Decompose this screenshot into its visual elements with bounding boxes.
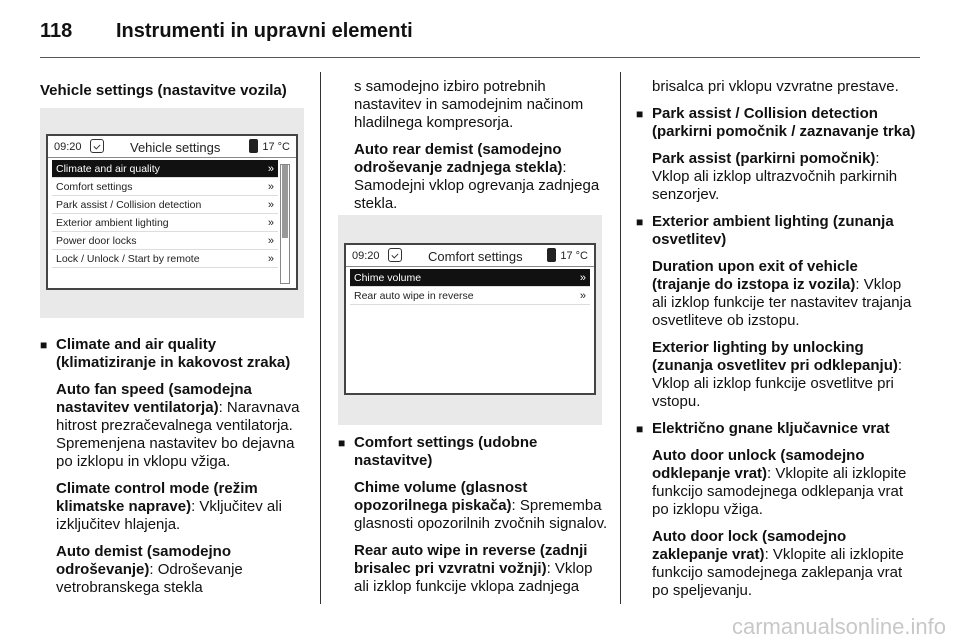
- chevron-right-icon: »: [579, 272, 586, 284]
- comfort-settings-screen: [344, 243, 596, 395]
- screen-temperature: 17 °C: [262, 141, 290, 153]
- chime-paragraph: Chime volume (glasnost opozorilnega piskača): Sprememba glasnosti opozorilnih zvočnih signalov.: [354, 479, 608, 532]
- menu-item-climate[interactable]: Climate and air quality »: [52, 160, 278, 178]
- park-paragraph: Park assist (parkirni pomočnik): Vklop ali izklop ultrazvočnih parkirnih senzorjev.: [652, 150, 898, 203]
- column-1-body: [40, 336, 308, 606]
- settings-menu-list: [52, 160, 278, 268]
- screen-header: [346, 245, 594, 267]
- rear-demist-paragraph: Auto rear demist (samodejno odroševanje zadnjega stekla): Samodejni vklop ogrevanja zadnjega stekla.: [354, 141, 600, 212]
- chevron-right-icon: »: [579, 290, 586, 302]
- climate-bullet: [40, 336, 308, 372]
- comfort-heading: Comfort settings (udobne nastavitve): [354, 434, 538, 469]
- watermark: carmanualsonline.info: [731, 614, 946, 639]
- screen-header: [48, 136, 296, 158]
- locks-heading: Električno gnane ključavnice vrat: [652, 420, 890, 437]
- wipe-paragraph: Rear auto wipe in reverse (zadnji brisalec pri vzvratni vožnji): Vklop ali izklop funkcije vklopa zadnjega: [354, 542, 593, 595]
- park-heading: Park assist / Collision detection (parkirni pomočnik / zaznavanje trka): [652, 105, 916, 140]
- screen-time: 09:20: [54, 141, 82, 153]
- column-1: [40, 82, 308, 100]
- clock-icon: [90, 139, 104, 153]
- menu-item-rear-wipe[interactable]: Rear auto wipe in reverse »: [350, 287, 590, 305]
- climate-cont-paragraph: s samodejno izbiro potrebnih nastavitev in samodejnim načinom hladilnega kompresorja.: [354, 78, 584, 131]
- climate-heading: Climate and air quality (klimatiziranje in kakovost zraka): [56, 336, 291, 371]
- screen-title: Comfort settings: [428, 249, 523, 264]
- menu-item-exterior-lighting[interactable]: Exterior ambient lighting »: [52, 214, 278, 232]
- screen-title: Vehicle settings: [130, 140, 221, 155]
- exit-paragraph: Duration upon exit of vehicle (trajanje do izstopa iz vozila): Vklop ali izklop funkcije ter nastavitev trajanja osvetliteve ob izstopu.: [652, 258, 912, 329]
- vehicle-settings-screen-frame: [40, 108, 304, 318]
- comfort-menu-list: [350, 269, 590, 305]
- mode-paragraph: Climate control mode (režim klimatske naprave): Vključitev ali izključitev hlajenja.: [56, 480, 282, 533]
- fan-paragraph: Auto fan speed (samodejna nastavitev ventilatorja): Naravnava hitrost prezračevalnega ventilatorja. Spremenjena nastavitev bo dejavna po izklopu in vklopu vžiga.: [56, 381, 300, 470]
- bullet-icon: ■: [636, 422, 644, 436]
- menu-item-park-assist[interactable]: Park assist / Collision detection »: [52, 196, 278, 214]
- menu-item-chime-volume[interactable]: Chime volume »: [350, 269, 590, 287]
- unlock-light-paragraph: Exterior lighting by unlocking (zunanja osvetlitev pri odklepanju): Vklop ali izklop funkcije osvetlitve pri vstopu.: [652, 339, 903, 410]
- ext-heading: Exterior ambient lighting (zunanja osvetlitev): [652, 213, 894, 248]
- ext-bullet: [636, 213, 920, 249]
- screen-time: 09:20: [352, 250, 380, 262]
- column-2: [338, 78, 610, 222]
- chevron-right-icon: »: [267, 181, 274, 193]
- column-3: [636, 78, 920, 609]
- demist-paragraph: Auto demist (samodejno odroševanje): Odroševanje vetrobranskega stekla: [56, 543, 243, 596]
- comfort-bullet: [338, 434, 610, 470]
- door-lock-paragraph: Auto door lock (samodejno zaklepanje vrat): Vklopite ali izklopite funkcijo samodejnega zaklepanja vrat po speljevanju.: [652, 528, 904, 599]
- page-number: 118: [40, 20, 73, 42]
- thermometer-icon: [249, 139, 258, 153]
- door-unlock-paragraph: Auto door unlock (samodejno odklepanje vrat): Vklopite ali izklopite funkcijo samodejnega odklepanja vrat po izklopu vžiga.: [652, 447, 907, 518]
- thermometer-icon: [547, 248, 556, 262]
- column-2-body: [338, 434, 610, 605]
- park-bullet: [636, 105, 920, 141]
- bullet-icon: ■: [636, 215, 644, 229]
- screen-temperature: 17 °C: [560, 250, 588, 262]
- chevron-right-icon: »: [267, 217, 274, 229]
- column-divider-2: [620, 72, 621, 604]
- column-divider-1: [320, 72, 321, 604]
- comfort-settings-screen-frame: [338, 215, 602, 425]
- chevron-right-icon: »: [267, 163, 274, 175]
- locks-bullet: [636, 420, 920, 438]
- clock-icon: [388, 248, 402, 262]
- page-header: [40, 20, 413, 50]
- page-title: Instrumenti in upravni elementi: [116, 20, 413, 42]
- menu-item-door-locks[interactable]: Power door locks »: [52, 232, 278, 250]
- header-rule: [40, 57, 920, 58]
- bullet-icon: ■: [636, 107, 644, 121]
- scroll-thumb[interactable]: [282, 165, 288, 238]
- wipe-cont-paragraph: brisalca pri vklopu vzvratne prestave.: [652, 78, 899, 95]
- vehicle-settings-screen: [46, 134, 298, 290]
- menu-item-remote[interactable]: Lock / Unlock / Start by remote »: [52, 250, 278, 268]
- section-heading: Vehicle settings (nastavitve vozila): [40, 82, 287, 99]
- chevron-right-icon: »: [267, 199, 274, 211]
- chevron-right-icon: »: [267, 253, 274, 265]
- chevron-right-icon: »: [267, 235, 274, 247]
- bullet-icon: ■: [40, 338, 48, 352]
- bullet-icon: ■: [338, 436, 346, 450]
- scrollbar[interactable]: [280, 164, 290, 284]
- menu-item-comfort[interactable]: Comfort settings »: [52, 178, 278, 196]
